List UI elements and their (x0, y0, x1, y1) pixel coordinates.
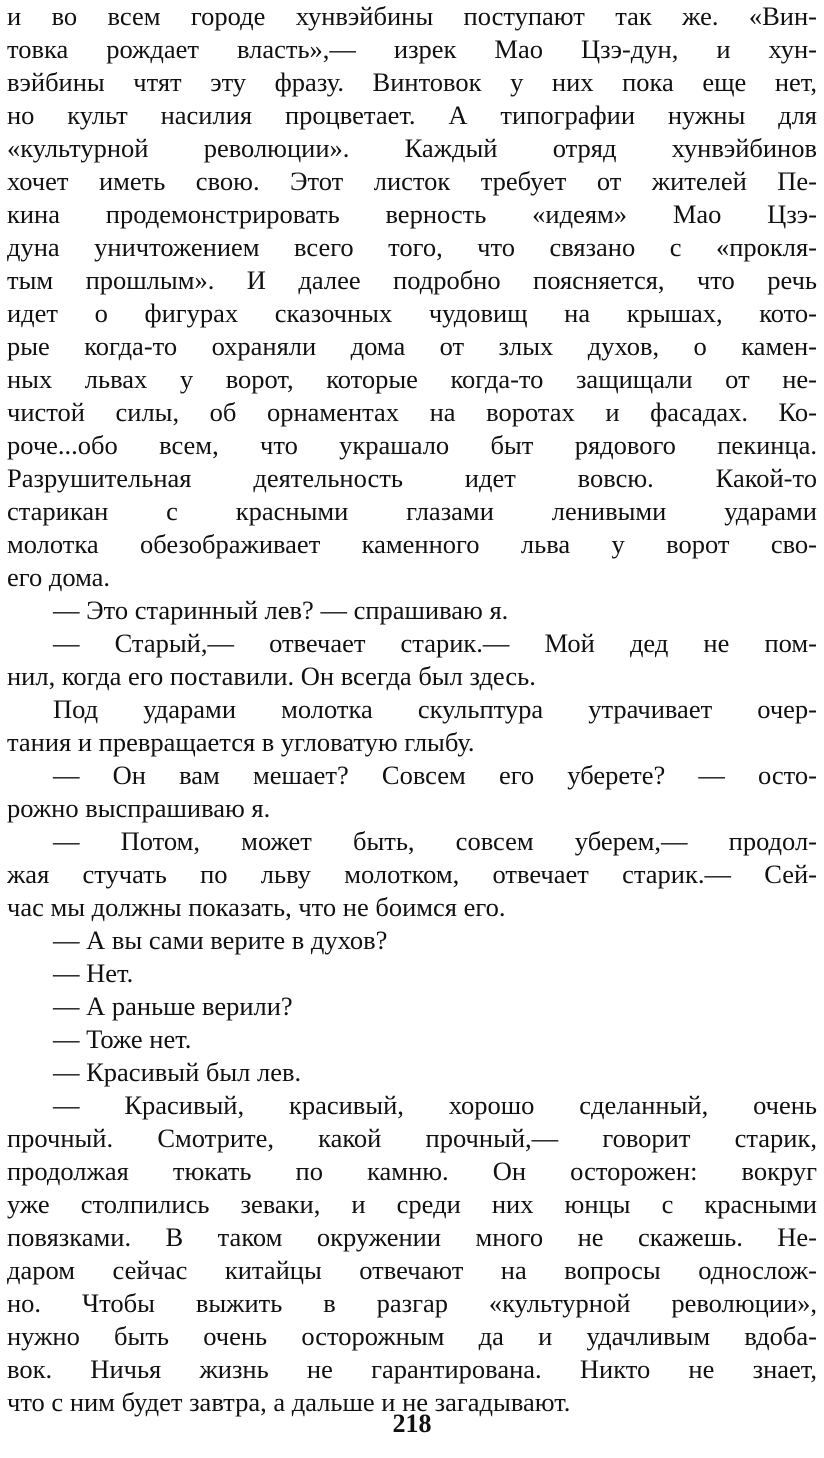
text-line: тания и превращается в угловатую глыбу. (7, 727, 475, 757)
dialogue-line: — А вы сами верите в духов? (53, 925, 388, 955)
dialogue-line: — Это старинный лев? — спрашиваю я. (53, 595, 509, 625)
page-number: 218 (392, 1409, 432, 1438)
dialogue-line: — Старый,— отвечает старик.— Мой дед не пом- (53, 628, 817, 658)
text-line: даром сейчас китайцы отвечают на вопросы однослож- (7, 1255, 817, 1285)
text-line: роче...обо всем, что украшало быт рядового пекинца. (7, 430, 817, 460)
text-line: старикан с красными глазами ленивыми ударами (7, 496, 817, 526)
text-line: дуна уничтожением всего того, что связано с «прокля- (7, 232, 817, 262)
text-line: вок. Ничья жизнь не гарантирована. Никто не знает, (7, 1354, 817, 1384)
text-line: уже столпились зеваки, и среди них юнцы с красными (7, 1189, 817, 1219)
text-line: продолжая тюкать по камню. Он осторожен: вокруг (7, 1156, 817, 1186)
dialogue-line: — Тоже нет. (53, 1024, 192, 1054)
dialogue-line: — Он вам мешает? Совсем его уберете? — осто- (53, 760, 817, 790)
text-line: жая стучать по льву молотком, отвечает старик.— Сей- (7, 859, 817, 889)
text-line: молотка обезображивает каменного льва у ворот сво- (7, 529, 817, 559)
dialogue-line: — Красивый был лев. (53, 1057, 302, 1087)
text-line: хочет иметь свою. Этот листок требует от жителей Пе- (7, 166, 817, 196)
text-line: рые когда-то охраняли дома от злых духов, о камен- (7, 331, 817, 361)
dialogue-line: — А раньше верили? (53, 991, 293, 1021)
text-line: и во всем городе хунвэйбины поступают так же. «Вин- (7, 1, 817, 31)
text-line: кина продемонстрировать верность «идеям» Мао Цзэ- (7, 199, 817, 229)
text-line: вэйбины чтят эту фразу. Винтовок у них пока еще нет, (7, 67, 817, 97)
text-line: но культ насилия процветает. А типографии нужны для (7, 100, 817, 130)
text-line: «культурной революции». Каждый отряд хунвэйбинов (7, 133, 817, 163)
text-line: товка рождает власть»,— изрек Мао Цзэ-дун, и хун- (7, 34, 817, 64)
text-line: рожно выспрашиваю я. (7, 793, 271, 823)
text-line: тым прошлым». И далее подробно поясняется, что речь (7, 265, 817, 295)
text-line: что с ним будет завтра, а дальше и не загадывают. (7, 1387, 571, 1417)
text-line: час мы должны показать, что не боимся его. (7, 892, 506, 922)
text-line: ных львах у ворот, которые когда-то защищали от не- (7, 364, 817, 394)
dialogue-line: — Красивый, красивый, хорошо сделанный, очень (53, 1090, 817, 1120)
dialogue-line: — Нет. (53, 958, 134, 988)
paragraph-start-line: Под ударами молотка скульптура утрачивает очер- (53, 694, 817, 724)
text-line: чистой силы, об орнаментах на воротах и фасадах. Ко- (7, 397, 817, 427)
text-line: идет о фигурах сказочных чудовищ на крышах, кото- (7, 298, 817, 328)
body-text (7, 0, 817, 1419)
text-line: Разрушительная деятельность идет вовсю. Какой-то (7, 463, 817, 493)
text-line: нил, когда его поставили. Он всегда был здесь. (7, 661, 536, 691)
text-line: повязками. В таком окружении много не скажешь. Не- (7, 1222, 817, 1252)
text-line: нужно быть очень осторожным да и удачливым вдоба- (7, 1321, 817, 1351)
dialogue-line: — Потом, может быть, совсем уберем,— продол- (53, 826, 817, 856)
text-line: но. Чтобы выжить в разгар «культурной революции», (7, 1288, 817, 1318)
text-line: его дома. (7, 562, 111, 592)
text-line: прочный. Смотрите, какой прочный,— говорит старик, (7, 1123, 817, 1153)
